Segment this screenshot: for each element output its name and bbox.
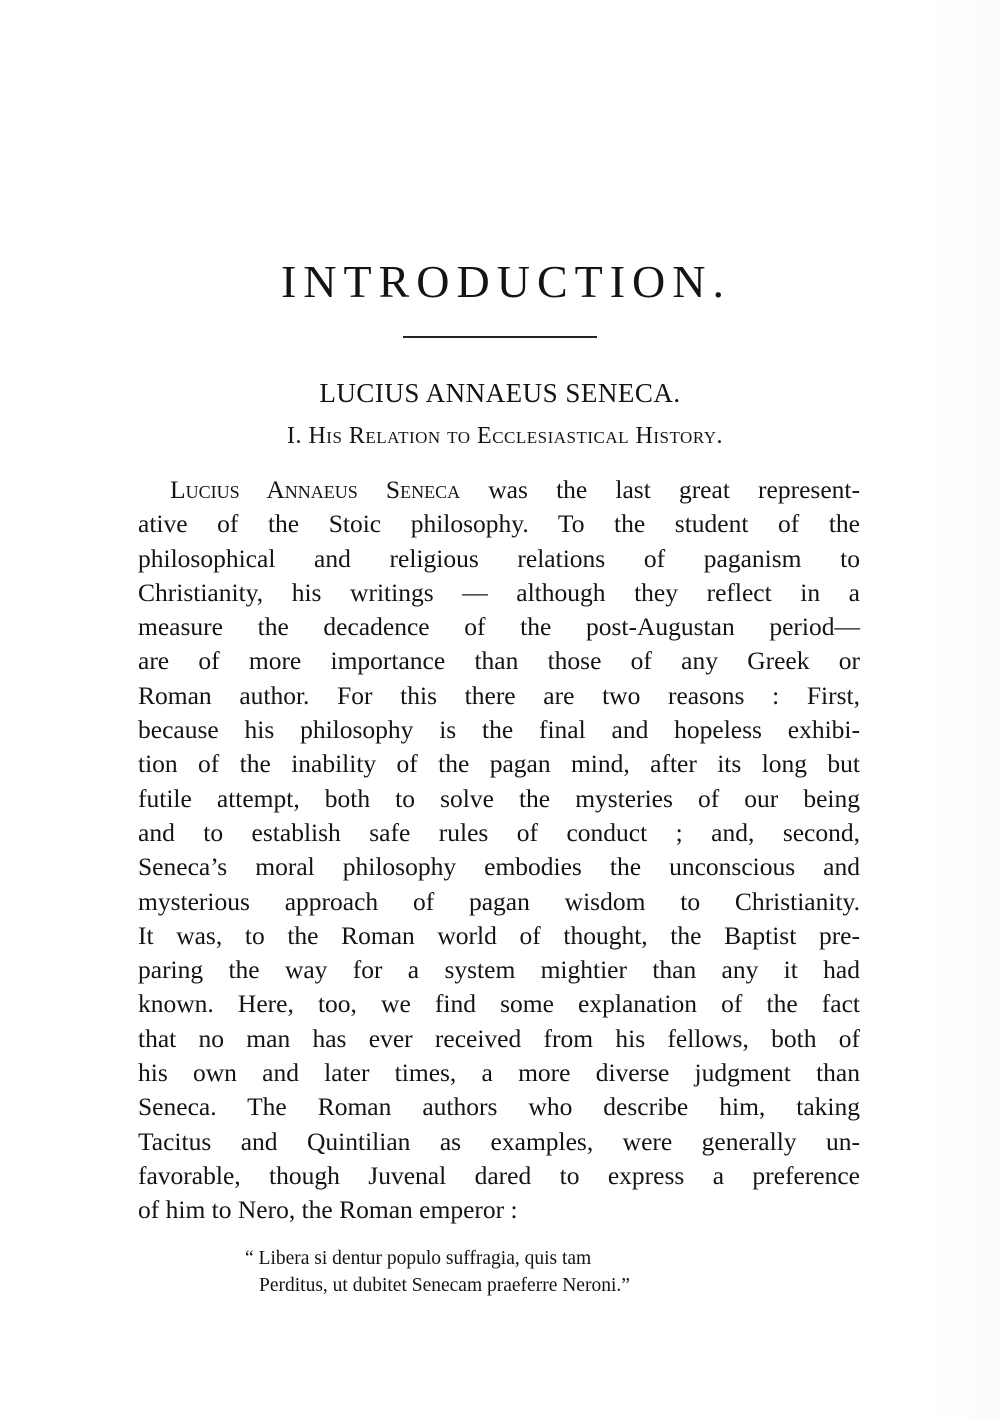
text-line: measure the decadence of the post-Augustan period— (138, 612, 860, 642)
text-line: Tacitus and Quintilian as examples, were generally un- (138, 1126, 860, 1156)
text-line: philosophical and religious relations of paganism to (138, 543, 860, 573)
text-line: favorable, though Juvenal dared to express a preference (138, 1160, 860, 1190)
text-line: futile attempt, both to solve the mysteries of our being (138, 783, 860, 813)
subtitle: LUCIUS ANNAEUS SENECA. (319, 378, 681, 408)
text-line: Christianity, his writings — although they reflect in a (138, 577, 860, 607)
section-heading: I. His Relation to Ecclesiastical History. (286, 423, 724, 449)
quote-line: Perditus, ut dubitet Senecam praeferre Neroni.” (259, 1275, 630, 1296)
text-line: Lucius Annaeus Seneca was the last great represent- (170, 475, 860, 504)
text-line: Seneca’s moral philosophy embodies the unconscious and (138, 852, 860, 882)
text-line: Seneca. The Roman authors who describe him, taking (138, 1092, 860, 1122)
quote-line: “ Libera si dentur populo suffragia, quis tam (245, 1248, 592, 1269)
page-edge-shade (930, 0, 1000, 1418)
text-line: known. Here, too, we find some explanation of the fact (138, 989, 860, 1019)
text-line: and to establish safe rules of conduct ; and, second, (138, 817, 860, 847)
text-line: of him to Nero, the Roman emperor : (138, 1195, 518, 1225)
text-line: paring the way for a system mightier than any it had (138, 955, 860, 985)
text-line: ative of the Stoic philosophy. To the student of the (138, 509, 860, 539)
text-line: that no man has ever received from his fellows, both of (138, 1023, 860, 1053)
title-divider (403, 336, 597, 338)
text-line: are of more importance than those of any Greek or (138, 646, 860, 676)
text-line: It was, to the Roman world of thought, the Baptist pre- (138, 920, 860, 950)
body-paragraph (138, 473, 860, 1228)
text-line: Roman author. For this there are two reasons : First, (138, 680, 860, 710)
lead-small-caps: Lucius Annaeus Seneca (170, 475, 461, 504)
page-title: INTRODUCTION. (280, 256, 731, 307)
text-line: tion of the inability of the pagan mind, after its long but (138, 749, 860, 779)
text-line: because his philosophy is the final and hopeless exhibi- (138, 715, 860, 745)
block-quotation (245, 1245, 785, 1299)
text-line: mysterious approach of pagan wisdom to Christianity. (138, 886, 860, 916)
text-line: his own and later times, a more diverse judgment than (138, 1058, 860, 1088)
